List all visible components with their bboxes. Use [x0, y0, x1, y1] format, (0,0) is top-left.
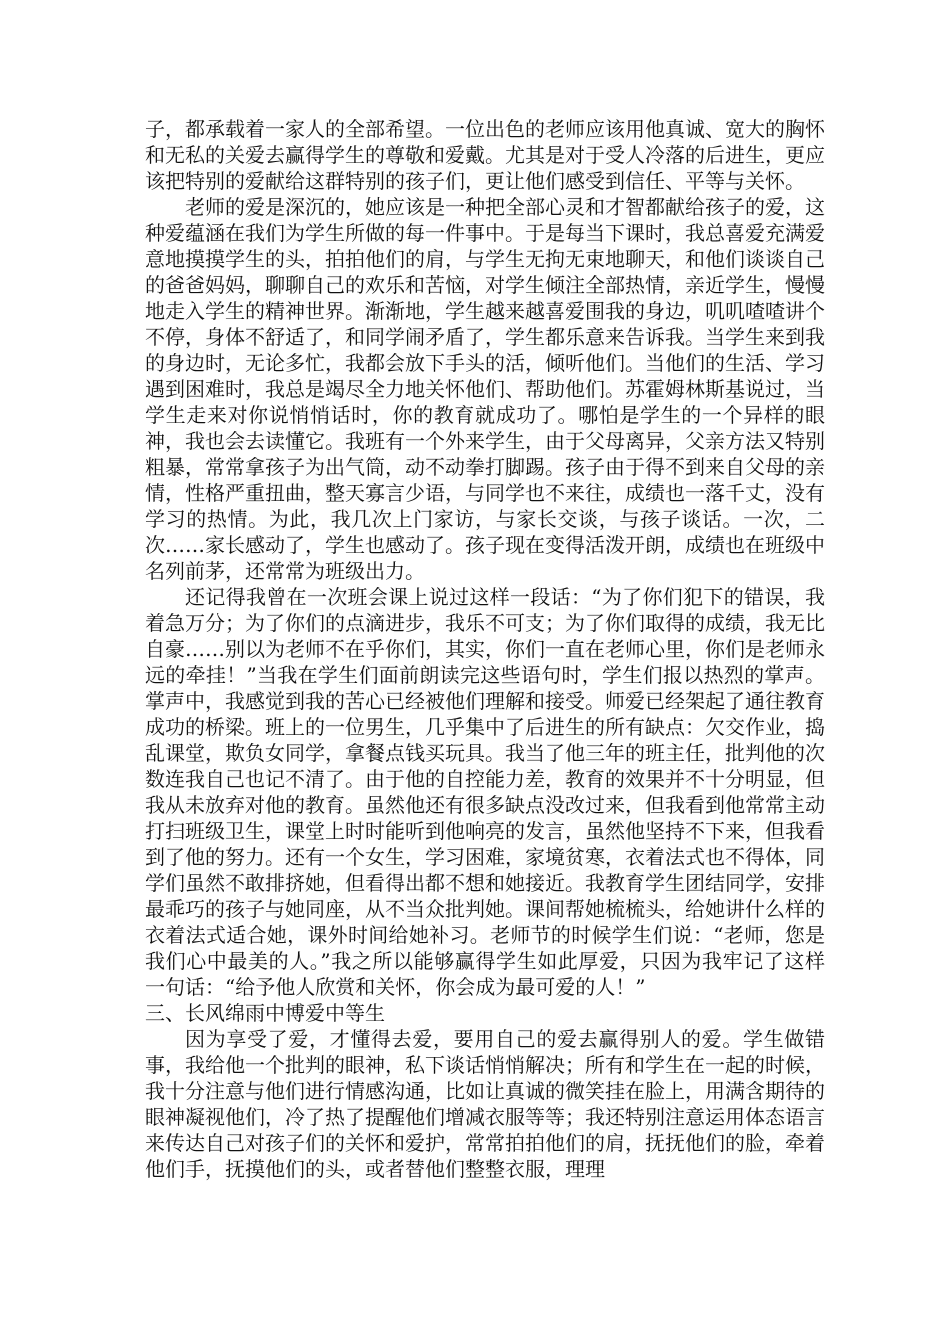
paragraph-share-love: 因为享受了爱，才懂得去爱，要用自己的爱去赢得别人的爱。学生做错事，我给他一个批判的眼神，私下谈话悄悄解决；所有和学生在一起的时候，我十分注意与他们进行情感沟通，比如让真诚的微笑挂在脸上，用满含期待的眼神凝视他们，冷了热了提醒他们增减衣服等等；我还特别注意运用体态语言来传达自己对孩子们的关怀和爱护，常常拍拍他们的肩，抚抚他们的脸，牵着他们手，抚摸他们的头，或者替他们整整衣服，理理	[145, 1027, 825, 1181]
paragraph-class-meeting: 还记得我曾在一次班会课上说过这样一段话：“为了你们犯下的错误，我着急万分；为了你们的点滴进步，我乐不可支；为了你们取得的成绩，我无比自豪……别以为老师不在乎你们，其实，你们一直在老师心里，你们是老师永远的牵挂！”当我在学生们面前朗读完这些语句时，学生们报以热烈的掌声。掌声中，我感觉到我的苦心已经被他们理解和接受。师爱已经架起了通往教育成功的桥梁。班上的一位男生，几乎集中了后进生的所有缺点：欠交作业，捣乱课堂，欺负女同学，拿餐点钱买玩具。我当了他三年的班主任，批判他的次数连我自己也记不清了。由于他的自控能力差，教育的效果并不十分明显，但我从未放弃对他的教育。虽然他还有很多缺点没改过来，但我看到他常常主动打扫班级卫生，课堂上时时能听到他响亮的发言，虽然他坚持不下来，但我看到了他的努力。还有一个女生，学习困难，家境贫寒，衣着法式也不得体，同学们虽然不敢排挤她，但看得出都不想和她接近。我教育学生团结同学，安排最乖巧的孩子与她同座，从不当众批判她。课间帮她梳梳头，给她讲什么样的衣着法式适合她，课外时间给她补习。老师节的时候学生们说：“老师，您是我们心中最美的人。”我之所以能够赢得学生如此厚爱，只因为我牢记了这样一句话：“给予他人欣赏和关怀，你会成为最可爱的人！”	[145, 585, 825, 999]
section-heading: 三、长风绵雨中博爱中等生	[145, 1001, 385, 1025]
document-body	[145, 116, 825, 1182]
paragraph-teacher-love: 老师的爱是深沉的，她应该是一种把全部心灵和才智都献给孩子的爱，这种爱蕴涵在我们为学生所做的每一件事中。于是每当下课时，我总喜爱充满爱意地摸摸学生的头，拍拍他们的肩，与学生无拘无束地聊天，和他们谈谈自己的爸爸妈妈，聊聊自己的欢乐和苦恼，对学生倾注全部热情，亲近学生，慢慢地走入学生的精神世界。渐渐地，学生越来越喜爱围我的身边，叽叽喳喳讲个不停，身体不舒适了，和同学闹矛盾了，学生都乐意来告诉我。当学生来到我的身边时，无论多忙，我都会放下手头的活，倾听他们。当他们的生活、学习遇到困难时，我总是竭尽全力地关怀他们、帮助他们。苏霍姆林斯基说过，当学生走来对你说悄悄话时，你的教育就成功了。哪怕是学生的一个异样的眼神，我也会去读懂它。我班有一个外来学生，由于父母离异，父亲方法又特别粗暴，常常拿孩子为出气筒，动不动拳打脚踢。孩子由于得不到来自父母的亲情，性格严重扭曲，整天寡言少语，与同学也不来往，成绩也一落千丈，没有学习的热情。为此，我几次上门家访，与家长交谈，与孩子谈话。一次，二次……家长感动了，学生也感动了。孩子现在变得活泼开朗，成绩也在班级中名列前茅，还常常为班级出力。	[145, 195, 825, 583]
paragraph-continuation: 子，都承载着一家人的全部希望。一位出色的老师应该用他真诚、宽大的胸怀和无私的关爱去赢得学生的尊敬和爱戴。尤其是对于受人冷落的后进生，更应该把特别的爱献给这群特别的孩子们，更让他们感受到信任、平等与关怀。	[145, 117, 825, 193]
